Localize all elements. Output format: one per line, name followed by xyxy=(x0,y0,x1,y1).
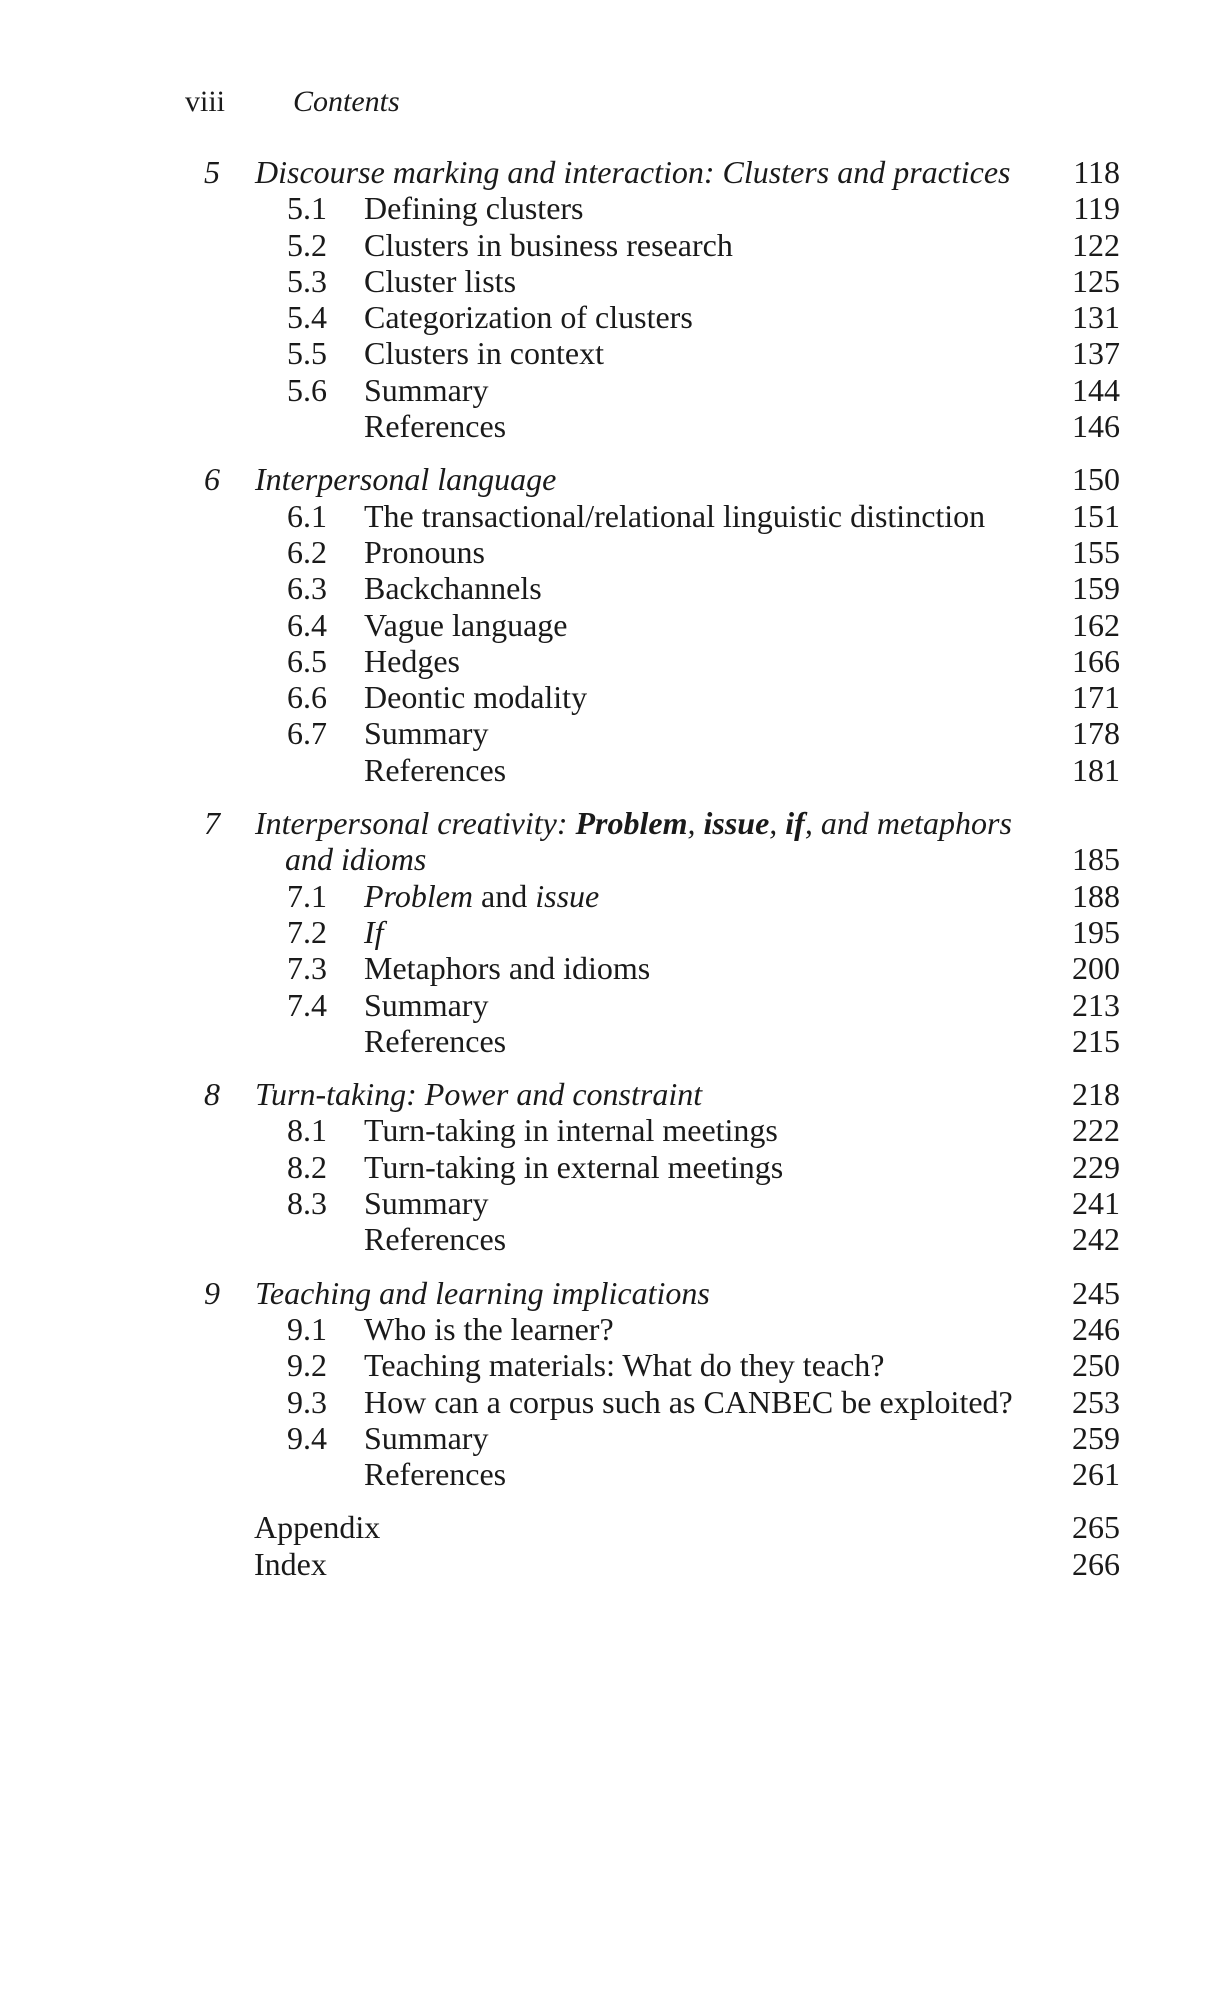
chapter-title-continued: and idioms xyxy=(285,841,427,878)
references-title: References xyxy=(364,1022,507,1059)
toc-section xyxy=(0,1420,1215,1456)
section-number: 5.1 xyxy=(287,190,327,227)
page-number: 159 xyxy=(1072,570,1120,607)
section-title: Vague language xyxy=(364,606,568,643)
toc-section xyxy=(0,607,1215,643)
toc-section xyxy=(0,534,1215,570)
toc-section xyxy=(0,1347,1215,1383)
page-number: 122 xyxy=(1072,226,1120,263)
page-number: 253 xyxy=(1072,1383,1120,1420)
section-number: 7.2 xyxy=(287,913,327,950)
page-number: 250 xyxy=(1072,1347,1120,1384)
toc-section xyxy=(0,679,1215,715)
page-folio: viii xyxy=(185,85,226,118)
table-of-contents xyxy=(0,154,1215,1582)
page-number: 181 xyxy=(1072,751,1120,788)
section-number: 6.4 xyxy=(287,606,327,643)
toc-references xyxy=(0,1023,1215,1059)
chapter-title: Interpersonal language xyxy=(255,461,557,498)
references-title: References xyxy=(364,1221,507,1258)
page-number: 119 xyxy=(1073,190,1120,227)
page-number: 246 xyxy=(1072,1310,1120,1347)
page-number: 241 xyxy=(1072,1185,1120,1222)
section-title: Summary xyxy=(364,715,489,752)
section-number: 9.4 xyxy=(287,1419,327,1456)
page-number: 146 xyxy=(1072,408,1120,445)
toc-section xyxy=(0,878,1215,914)
toc-section xyxy=(0,1384,1215,1420)
section-title: Metaphors and idioms xyxy=(364,950,651,987)
section-title: Categorization of clusters xyxy=(364,299,693,336)
page-number: 185 xyxy=(1072,841,1120,878)
section-number: 6.5 xyxy=(287,642,327,679)
section-title: Summary xyxy=(364,1419,489,1456)
toc-section xyxy=(0,1149,1215,1185)
page-number: 151 xyxy=(1072,497,1120,534)
chapter-number: 5 xyxy=(204,154,220,190)
page-number: 131 xyxy=(1072,299,1120,336)
section-number: 5.4 xyxy=(287,299,327,336)
running-head xyxy=(185,84,400,120)
toc-section xyxy=(0,570,1215,606)
chapter-title: Discourse marking and interaction: Clusters and practices xyxy=(255,154,1011,190)
toc-section xyxy=(0,335,1215,371)
section-number: 7.1 xyxy=(287,877,327,914)
section-number: 7.4 xyxy=(287,986,327,1023)
chapter-number: 6 xyxy=(204,461,220,498)
section-title: Backchannels xyxy=(364,570,542,607)
toc-references xyxy=(0,1221,1215,1257)
section-title: Defining clusters xyxy=(364,190,584,227)
toc-section xyxy=(0,1311,1215,1347)
toc-section xyxy=(0,1185,1215,1221)
page-number: 200 xyxy=(1072,950,1120,987)
section-title: The transactional/relational linguistic distinction xyxy=(364,497,986,534)
page-number: 118 xyxy=(1073,154,1120,190)
section-title: If xyxy=(364,913,384,950)
section-title: Problem and issue xyxy=(364,877,600,914)
chapter-number: 8 xyxy=(204,1076,220,1113)
page-number: 266 xyxy=(1072,1545,1120,1582)
page-number: 265 xyxy=(1072,1509,1120,1546)
page-number: 213 xyxy=(1072,986,1120,1023)
chapter-title: Interpersonal creativity: Problem, issue, if, and metaphors xyxy=(255,805,1012,842)
page-number: 259 xyxy=(1072,1419,1120,1456)
toc-section xyxy=(0,987,1215,1023)
page-number: 188 xyxy=(1072,877,1120,914)
section-number: 8.3 xyxy=(287,1185,327,1222)
section-number: 5.5 xyxy=(287,335,327,372)
page-number: 245 xyxy=(1072,1274,1120,1311)
section-number: 5.6 xyxy=(287,371,327,408)
section-number: 9.3 xyxy=(287,1383,327,1420)
toc-references xyxy=(0,1456,1215,1492)
section-title: Summary xyxy=(364,1185,489,1222)
toc-appendix xyxy=(0,1509,1215,1545)
toc-section xyxy=(0,914,1215,950)
toc-section xyxy=(0,498,1215,534)
page-number: 222 xyxy=(1072,1112,1120,1149)
section-number: 7.3 xyxy=(287,950,327,987)
section-title: Turn-taking in internal meetings xyxy=(364,1112,778,1149)
toc-chapter-7-continued xyxy=(0,841,1215,877)
toc-section xyxy=(0,715,1215,751)
section-number: 8.1 xyxy=(287,1112,327,1149)
section-number: 6.1 xyxy=(287,497,327,534)
toc-references xyxy=(0,752,1215,788)
toc-section xyxy=(0,299,1215,335)
toc-section xyxy=(0,643,1215,679)
index-title: Index xyxy=(254,1545,327,1582)
page-number: 150 xyxy=(1072,461,1120,498)
toc-chapter-9 xyxy=(0,1275,1215,1311)
section-number: 5.2 xyxy=(287,226,327,263)
appendix-title: Appendix xyxy=(254,1509,381,1546)
page-number: 178 xyxy=(1072,715,1120,752)
section-title: Clusters in context xyxy=(364,335,604,372)
toc-references xyxy=(0,408,1215,444)
references-title: References xyxy=(364,751,507,788)
section-title: Turn-taking in external meetings xyxy=(364,1148,784,1185)
running-title: Contents xyxy=(293,85,400,118)
page-number: 166 xyxy=(1072,642,1120,679)
page-number: 242 xyxy=(1072,1221,1120,1258)
references-title: References xyxy=(364,408,507,445)
page-number: 218 xyxy=(1072,1076,1120,1113)
toc-section xyxy=(0,372,1215,408)
toc-chapter-8 xyxy=(0,1076,1215,1112)
chapter-number: 9 xyxy=(204,1274,220,1311)
section-title: Clusters in business research xyxy=(364,226,733,263)
section-title: Teaching materials: What do they teach? xyxy=(364,1347,885,1384)
section-number: 9.1 xyxy=(287,1310,327,1347)
page-number: 171 xyxy=(1072,679,1120,716)
section-title: Summary xyxy=(364,371,489,408)
toc-chapter-7 xyxy=(0,805,1215,841)
toc-section xyxy=(0,190,1215,226)
toc-section xyxy=(0,950,1215,986)
section-number: 8.2 xyxy=(287,1148,327,1185)
section-title: Pronouns xyxy=(364,533,485,570)
toc-section xyxy=(0,227,1215,263)
toc-section xyxy=(0,263,1215,299)
toc-index xyxy=(0,1546,1215,1582)
toc-chapter-6 xyxy=(0,461,1215,497)
chapter-title: Teaching and learning implications xyxy=(255,1274,710,1311)
section-number: 6.6 xyxy=(287,679,327,716)
section-title: Hedges xyxy=(364,642,460,679)
page-number: 215 xyxy=(1072,1022,1120,1059)
section-title: Deontic modality xyxy=(364,679,588,716)
page-number: 144 xyxy=(1072,371,1120,408)
page-number: 155 xyxy=(1072,533,1120,570)
page-number: 229 xyxy=(1072,1148,1120,1185)
references-title: References xyxy=(364,1456,507,1493)
section-title: Summary xyxy=(364,986,489,1023)
page-number: 162 xyxy=(1072,606,1120,643)
chapter-title: Turn-taking: Power and constraint xyxy=(255,1076,703,1113)
page-number: 195 xyxy=(1072,913,1120,950)
chapter-number: 7 xyxy=(204,805,220,842)
page-number: 261 xyxy=(1072,1456,1120,1493)
toc-section xyxy=(0,1112,1215,1148)
section-title: Who is the learner? xyxy=(364,1310,614,1347)
section-number: 6.3 xyxy=(287,570,327,607)
section-number: 6.7 xyxy=(287,715,327,752)
page-number: 125 xyxy=(1072,262,1120,299)
section-title: Cluster lists xyxy=(364,262,517,299)
section-number: 6.2 xyxy=(287,533,327,570)
section-number: 5.3 xyxy=(287,262,327,299)
section-title: How can a corpus such as CANBEC be exploited? xyxy=(364,1383,1013,1420)
page-number: 137 xyxy=(1072,335,1120,372)
section-number: 9.2 xyxy=(287,1347,327,1384)
toc-chapter-5 xyxy=(0,154,1215,190)
